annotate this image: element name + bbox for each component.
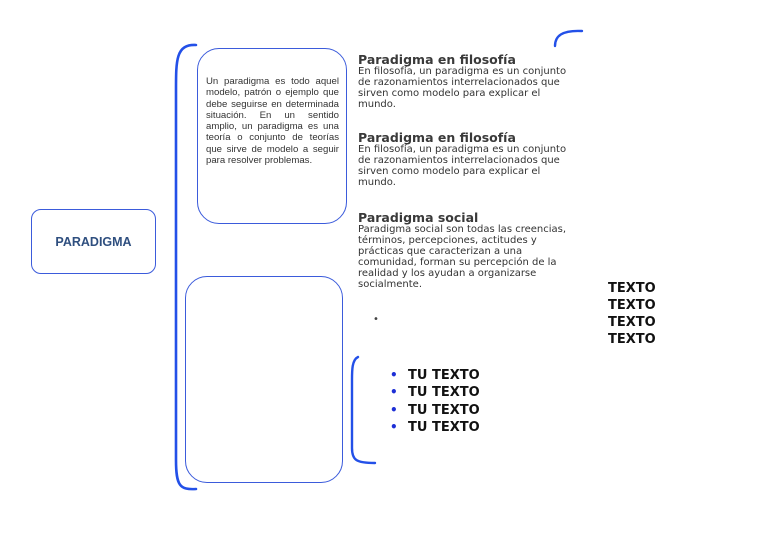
- section-line: comunidad, forman su percepción de la: [358, 256, 557, 268]
- list-item-label: TU TEXTO: [408, 385, 480, 401]
- small-brace: [352, 357, 375, 463]
- section-line: Paradigma social son todas las creencias,: [358, 224, 567, 235]
- section-title: Paradigma en filosofía: [358, 130, 516, 145]
- texto-item: TEXTO: [608, 281, 656, 296]
- section-line: mundo.: [358, 176, 396, 188]
- bullet-icon: •: [390, 368, 398, 382]
- list-item-label: TU TEXTO: [408, 419, 480, 435]
- list-item[interactable]: [390, 367, 480, 384]
- top-hook: [555, 31, 582, 46]
- section-title: Paradigma social: [358, 210, 479, 225]
- list-item[interactable]: [390, 384, 480, 401]
- section-line: prácticas que caracterizan a una: [358, 245, 523, 257]
- section-line: sirven como modelo para explicar el: [358, 165, 541, 177]
- section-body: [358, 225, 590, 290]
- section-line: sirven como modelo para explicar el: [358, 87, 541, 99]
- section-line: de razonamientos interrelacionados que: [358, 76, 560, 88]
- section-line: socialmente.: [358, 278, 422, 290]
- section-line: En filosofía, un paradigma es un conjunto: [358, 66, 567, 77]
- list-item[interactable]: [390, 419, 480, 436]
- section-line: términos, percepciones, actitudes y: [358, 234, 537, 246]
- bullet-dot: •: [373, 314, 379, 325]
- list-item[interactable]: [390, 402, 480, 419]
- texto-item: TEXTO: [608, 332, 656, 347]
- definition-text: Un paradigma es todo aquel modelo, patrón o ejemplo que debe seguirse en determinada situación. En un sentido amplio, un paradigma es una teoría o conjunto de teorías que sirve de modelo a seguir para resolver problemas.: [206, 76, 339, 167]
- main-node[interactable]: [31, 209, 156, 274]
- bullet-icon: •: [390, 402, 398, 417]
- list-item-label: TU TEXTO: [408, 402, 480, 418]
- section-line: de razonamientos interrelacionados que: [358, 154, 560, 166]
- section-body: [358, 67, 590, 111]
- section-body: [358, 145, 590, 189]
- tu-texto-list: [390, 367, 480, 436]
- section-line: realidad y los ayudan a organizarse: [358, 267, 537, 279]
- section-line: mundo.: [358, 98, 396, 110]
- bullet-icon: •: [390, 385, 398, 400]
- texto-item: TEXTO: [608, 298, 656, 313]
- section-title: Paradigma en filosofía: [358, 52, 516, 67]
- section-line: En filosofía, un paradigma es un conjunto: [358, 144, 567, 155]
- bullet-icon: •: [390, 419, 398, 434]
- texto-item: TEXTO: [608, 315, 656, 330]
- empty-box[interactable]: [185, 276, 343, 483]
- main-node-label: PARADIGMA: [55, 234, 132, 249]
- list-item-label: TU TEXTO: [408, 368, 480, 383]
